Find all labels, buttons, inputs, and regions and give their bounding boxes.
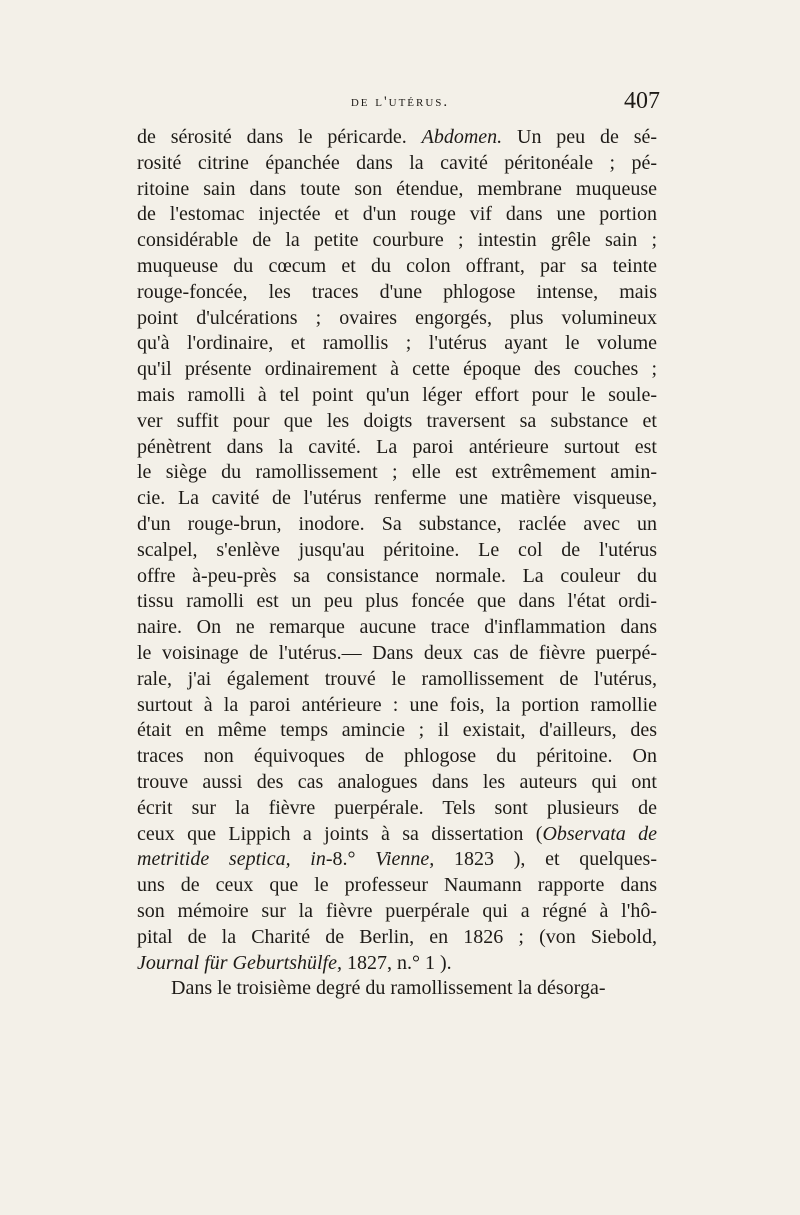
text-line: pital de la Charité de Berlin, en 1826 ; (von Siebold, [137,925,657,948]
text-line: trouve aussi des cas analogues dans les auteurs qui ont [137,770,657,793]
text-line: uns de ceux que le professeur Naumann rapporte dans [137,874,657,897]
text-line: de l'estomac injectée et d'un rouge vif dans une portion [137,203,657,226]
text-line: scalpel, s'enlève jusqu'au péritoine. Le col de l'utérus [137,538,657,561]
text-line: de sérosité dans le péricarde. Abdomen. Un peu de sé- [137,126,658,148]
text-line: rosité citrine épanchée dans la cavité péritonéale ; pé- [137,151,657,174]
text-line: qu'à l'ordinaire, et ramollis ; l'utérus ayant le volume [137,332,657,355]
text-line: d'un rouge-brun, inodore. Sa substance, raclée avec un [137,512,657,535]
text-line: pénètrent dans la cavité. La paroi antérieure surtout est [137,435,657,458]
text-line: naire. On ne remarque aucune trace d'inflammation dans [137,616,657,639]
text-line: rouge-foncée, les traces d'une phlogose intense, mais [137,280,657,303]
page-number: 407 [624,88,660,114]
text-line: mais ramolli à tel point qu'un léger effort pour le soule- [137,383,657,406]
text-line: ver suffit pour que les doigts traversent sa substance et [137,409,657,432]
text-line: rale, j'ai également trouvé le ramollissement de l'utérus, [137,667,657,690]
text-line: considérable de la petite courbure ; intestin grêle sain ; [137,229,657,252]
text-line: Dans le troisième degré du ramollissement la désorga- [171,977,606,1000]
text-line: écrit sur la fièvre puerpérale. Tels sont plusieurs de [137,796,657,819]
running-title: de l'utérus. [350,94,450,110]
text-line: qu'il présente ordinairement à cette époque des couches ; [137,358,657,381]
running-head [140,88,660,124]
text-line: ceux que Lippich a joints à sa dissertation (Observata de [137,822,657,845]
text-line: metritide septica, in-8.° Vienne, 1823 ), et quelques- [137,848,657,871]
text-line: point d'ulcérations ; ovaires engorgés, plus volumineux [137,306,657,329]
text-line: ritoine sain dans toute son étendue, membrane muqueuse [137,177,657,200]
text-line: le voisinage de l'utérus.— Dans deux cas de fièvre puerpé- [137,641,657,664]
text-line: offre à-peu-près sa consistance normale. La couleur du [137,564,657,587]
text-line: cie. La cavité de l'utérus renferme une matière visqueuse, [137,487,657,510]
text-line: tissu ramolli est un peu plus foncée que dans l'état ordi- [137,590,657,613]
text-line: son mémoire sur la fièvre puerpérale qui a régné à l'hô- [137,899,657,922]
text-line: Journal für Geburtshülfe, 1827, n.° 1 ). [137,951,452,974]
text-line: était en même temps amincie ; il existait, d'ailleurs, des [137,719,657,742]
text-line: muqueuse du cœcum et du colon offrant, par sa teinte [137,254,657,277]
text-line: traces non équivoques de phlogose du péritoine. On [137,745,657,768]
body-text [137,125,657,1002]
text-line: le siège du ramollissement ; elle est extrêmement amin- [137,461,657,484]
text-line: surtout à la paroi antérieure : une fois, la portion ramollie [137,693,657,716]
